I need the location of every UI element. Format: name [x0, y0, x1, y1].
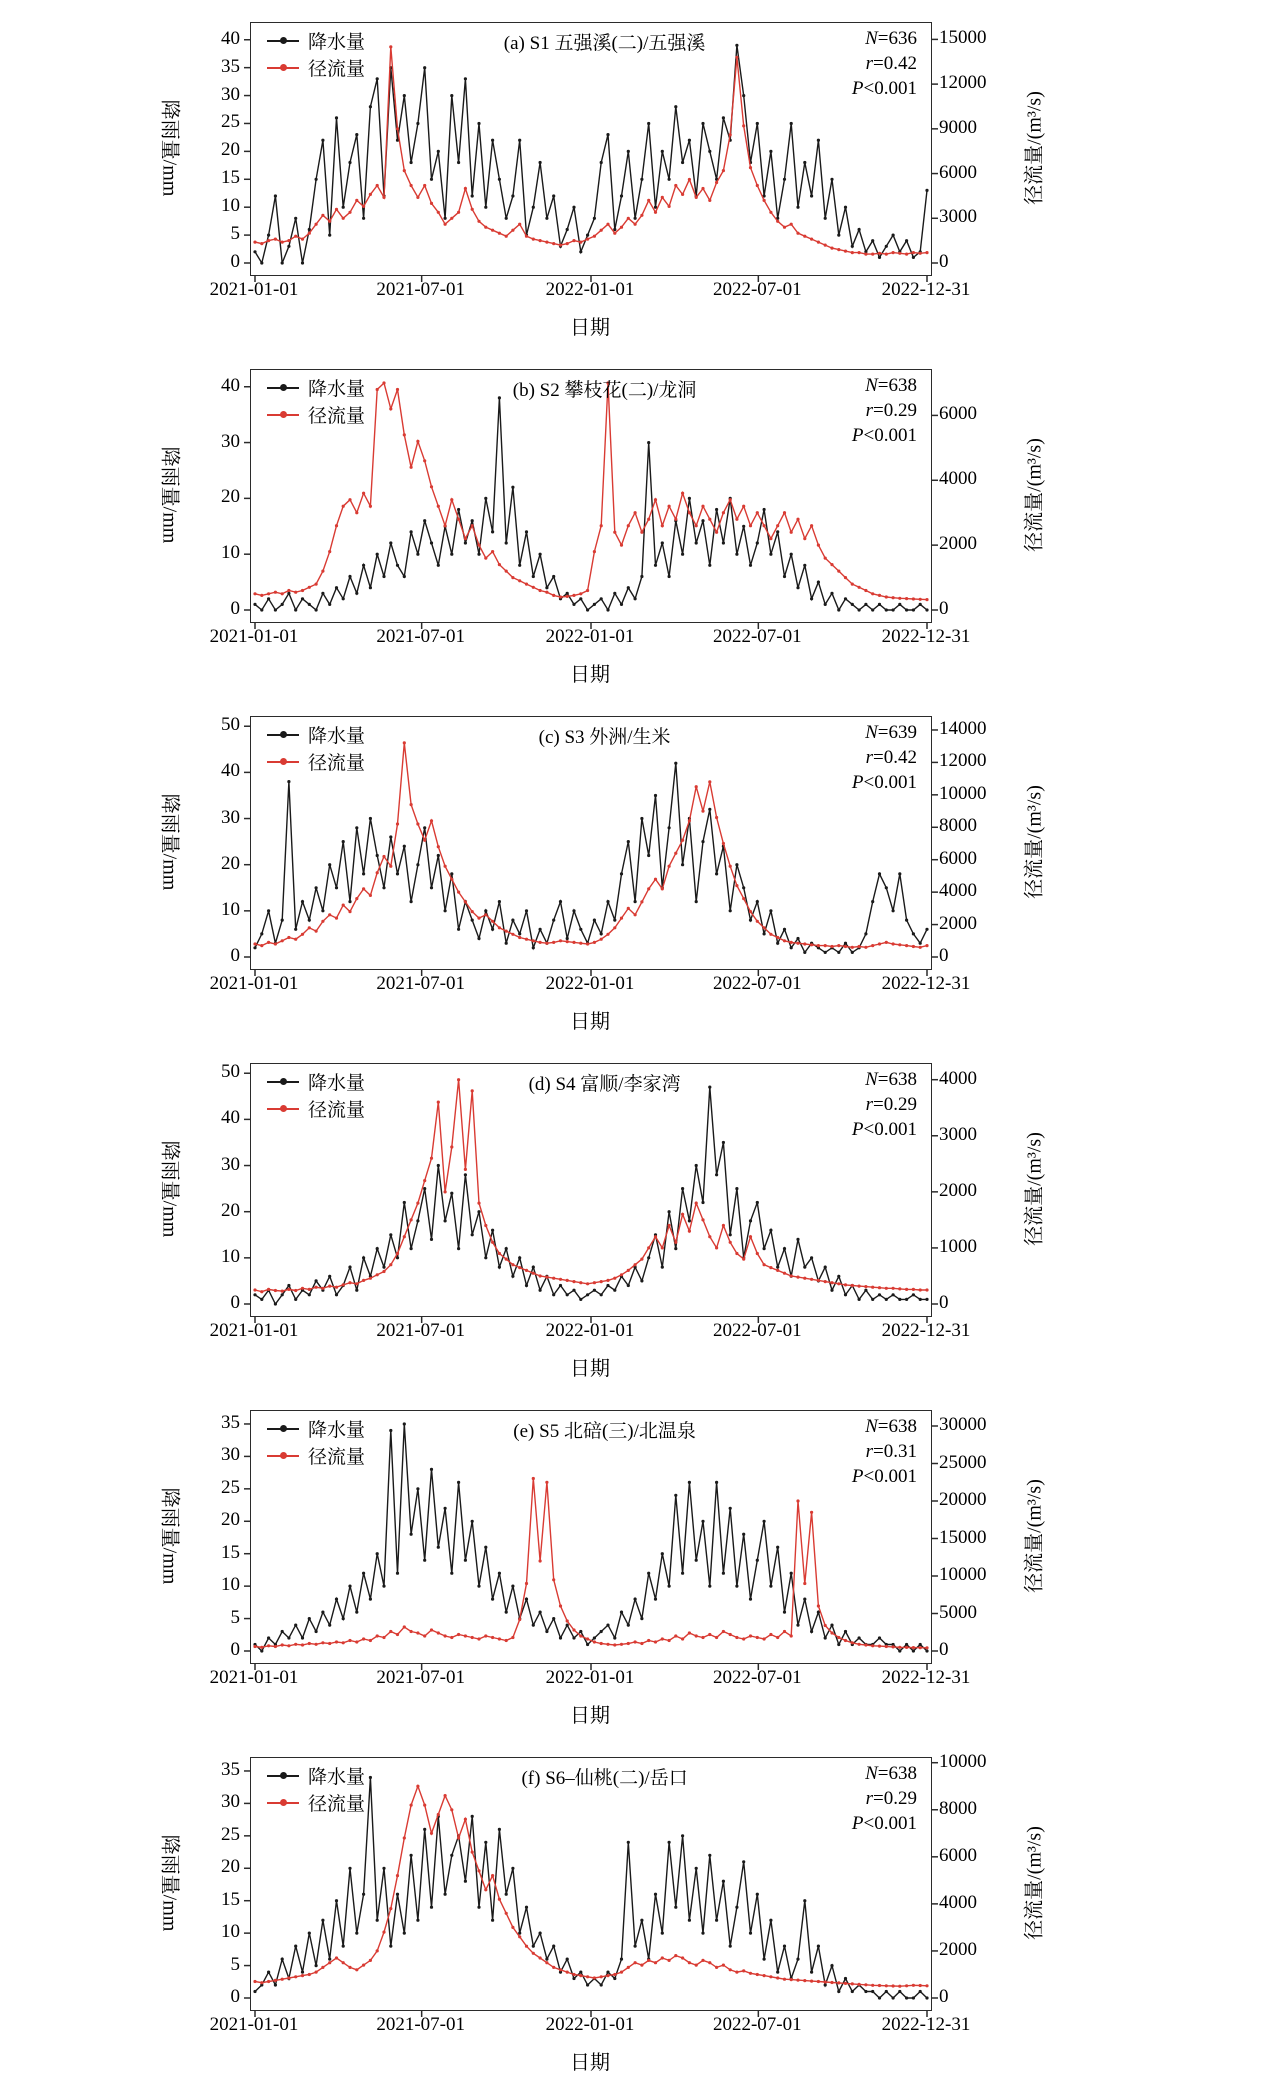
right-y-tick-label: 8000: [939, 1797, 977, 1819]
x-axis-title: 日期: [570, 1358, 610, 1380]
stat-p: [852, 1811, 917, 1836]
stat-n: [852, 1761, 917, 1786]
legend-item-runoff: [267, 748, 365, 775]
left-y-tick-label: 0: [230, 945, 240, 966]
x-axis-title: 日期: [570, 317, 610, 339]
x-tick-label: 2022-07-01: [712, 1667, 802, 1688]
stat-p-symbol: P: [851, 1119, 864, 1141]
stat-n-symbol: N: [865, 1763, 878, 1784]
precip-legend-label: 降水量: [308, 1767, 366, 1788]
panel-title: (c) S3 外洲/生米: [538, 727, 671, 748]
stat-r-value: =0.29: [873, 1788, 917, 1810]
right-axis-title: 径流量/(m³/s): [1023, 1479, 1046, 1593]
left-y-tick-label: 15: [221, 167, 240, 189]
legend: [267, 1068, 365, 1122]
right-y-tick-label: 5000: [939, 1601, 977, 1623]
right-y-tick-label: 4000: [939, 1067, 977, 1089]
x-tick-label: 2022-01-01: [545, 279, 635, 300]
precip-legend-label: 降水量: [308, 1420, 366, 1441]
legend-item-runoff: [267, 1095, 365, 1122]
x-tick-label: 2022-12-31: [881, 626, 971, 647]
left-y-tick-label: 30: [221, 83, 240, 105]
stat-p-value: <0.001: [863, 1466, 917, 1488]
legend: [267, 1415, 365, 1469]
stat-n-value: =638: [877, 1763, 917, 1784]
right-y-tick-label: 14000: [939, 717, 987, 739]
left-y-tick-label: 10: [221, 898, 240, 920]
x-tick-label: 2021-01-01: [209, 1320, 299, 1341]
legend: [267, 1762, 365, 1816]
plot-area: [250, 1063, 932, 1317]
runoff-legend-label: 径流量: [308, 1794, 366, 1815]
left-y-tick-label: 20: [221, 852, 240, 874]
stat-p: [852, 423, 917, 448]
right-y-tick-label: 4000: [939, 880, 977, 902]
runoff-legend-marker: [267, 414, 299, 416]
stat-p-value: <0.001: [863, 425, 917, 447]
precip-legend-marker: [267, 40, 299, 42]
right-y-tick-label: 15000: [939, 27, 987, 49]
left-y-tick-label: 0: [230, 1986, 240, 2007]
x-tick-label: 2022-12-31: [881, 279, 971, 300]
stat-n: [852, 1414, 917, 1439]
x-tick-label: 2022-12-31: [881, 1320, 971, 1341]
panel-title: (d) S4 富顺/李家湾: [528, 1074, 681, 1095]
left-y-tick-label: 30: [221, 806, 240, 828]
stats-block: [852, 26, 917, 101]
stat-r-value: =0.42: [873, 53, 917, 75]
right-y-tick-label: 0: [939, 945, 949, 966]
panel-title: (a) S1 五强溪(二)/五强溪: [503, 33, 706, 54]
left-y-tick-label: 5: [230, 1953, 240, 1975]
stat-r-value: =0.29: [873, 1094, 917, 1116]
panel-a: [0, 8, 1270, 355]
right-y-tick-label: 0: [939, 1986, 949, 2007]
stat-n-symbol: N: [865, 1069, 878, 1090]
precip-legend-marker: [267, 387, 299, 389]
stat-n-value: =638: [877, 1416, 917, 1437]
right-y-tick-label: 1000: [939, 1235, 977, 1257]
legend-item-precip: [267, 374, 365, 401]
runoff-legend-marker: [267, 1455, 299, 1457]
stat-r: [852, 51, 917, 76]
left-y-tick-label: 40: [221, 27, 240, 49]
x-tick-label: 2022-12-31: [881, 973, 971, 994]
precip-legend-marker: [267, 1775, 299, 1777]
x-tick-label: 2022-01-01: [545, 973, 635, 994]
right-y-tick-label: 6000: [939, 847, 977, 869]
stat-n-value: =638: [877, 1069, 917, 1090]
panel-e: [0, 1396, 1270, 1743]
stat-n: [852, 1067, 917, 1092]
x-tick-label: 2021-07-01: [376, 1667, 465, 1688]
right-y-tick-label: 20000: [939, 1489, 987, 1510]
x-tick-label: 2022-12-31: [881, 2014, 971, 2035]
legend-item-runoff: [267, 54, 365, 81]
right-y-tick-label: 0: [939, 598, 949, 619]
left-y-tick-label: 40: [221, 374, 240, 396]
legend: [267, 374, 365, 428]
panel-title: (f) S6–仙桃(二)/岳口: [521, 1768, 688, 1789]
legend-item-precip: [267, 1068, 365, 1095]
legend-item-precip: [267, 27, 365, 54]
legend: [267, 27, 365, 81]
x-axis-title: 日期: [570, 1011, 610, 1033]
stat-p: [852, 1117, 917, 1142]
left-y-tick-label: 0: [230, 598, 240, 619]
stat-p-symbol: P: [851, 1813, 864, 1835]
stat-n-value: =639: [877, 722, 917, 743]
stat-n-symbol: N: [865, 1416, 878, 1437]
stat-n-value: =636: [877, 28, 917, 49]
precip-legend-marker: [267, 1428, 299, 1430]
stat-r-symbol: r: [865, 747, 874, 769]
left-y-tick-label: 40: [221, 1107, 240, 1129]
left-axis-title: 降雨量/mm: [158, 793, 181, 891]
left-axis-title: 降雨量/mm: [158, 446, 181, 544]
precip-legend-label: 降水量: [308, 726, 366, 747]
right-y-tick-label: 3000: [939, 1123, 977, 1145]
legend-item-runoff: [267, 1442, 365, 1469]
right-y-tick-label: 15000: [939, 1526, 987, 1548]
left-y-tick-label: 30: [221, 1444, 240, 1466]
stat-r-value: =0.31: [873, 1441, 917, 1463]
right-y-tick-label: 2000: [939, 912, 977, 934]
right-y-tick-label: 0: [939, 1292, 949, 1313]
left-y-tick-label: 20: [221, 1856, 240, 1878]
stat-p-value: <0.001: [863, 1119, 917, 1141]
stat-n: [852, 26, 917, 51]
x-tick-label: 2021-07-01: [376, 626, 465, 647]
left-y-tick-label: 20: [221, 486, 240, 508]
runoff-legend-marker: [267, 67, 299, 69]
right-axis-title: 径流量/(m³/s): [1023, 1826, 1046, 1940]
x-tick-label: 2022-07-01: [712, 626, 802, 647]
stat-n-symbol: N: [865, 375, 878, 396]
legend: [267, 721, 365, 775]
left-y-tick-label: 0: [230, 1639, 240, 1660]
x-tick-label: 2022-01-01: [545, 1667, 635, 1688]
left-y-tick-label: 5: [230, 1606, 240, 1628]
stat-p-symbol: P: [851, 425, 864, 447]
plot-area: [250, 369, 932, 623]
legend-item-runoff: [267, 1789, 365, 1816]
left-y-tick-label: 10: [221, 1245, 240, 1267]
right-axis-title: 径流量/(m³/s): [1023, 438, 1046, 552]
left-y-tick-label: 15: [221, 1888, 240, 1910]
runoff-legend-marker: [267, 1108, 299, 1110]
x-tick-label: 2021-01-01: [209, 2014, 299, 2035]
stat-n: [852, 373, 917, 398]
left-y-tick-label: 10: [221, 542, 240, 564]
stat-n-value: =638: [877, 375, 917, 396]
x-tick-label: 2021-07-01: [376, 279, 465, 300]
runoff-legend-marker: [267, 761, 299, 763]
legend-item-precip: [267, 1762, 365, 1789]
precip-legend-label: 降水量: [308, 32, 366, 53]
plot-area: [250, 1410, 932, 1664]
right-y-tick-label: 8000: [939, 815, 977, 837]
stats-block: [852, 1761, 917, 1836]
x-tick-label: 2022-07-01: [712, 279, 802, 300]
x-tick-label: 2022-07-01: [712, 973, 802, 994]
right-y-tick-label: 6000: [939, 403, 977, 425]
right-y-tick-label: 2000: [939, 1179, 977, 1201]
runoff-legend-label: 径流量: [308, 1447, 366, 1468]
stat-r-symbol: r: [865, 53, 874, 75]
left-y-tick-label: 25: [221, 111, 240, 133]
right-y-tick-label: 0: [939, 1639, 949, 1660]
runoff-legend-label: 径流量: [308, 753, 366, 774]
x-axis-title: 日期: [570, 2052, 610, 2074]
stat-p: [852, 76, 917, 101]
left-y-tick-label: 20: [221, 1509, 240, 1531]
right-y-tick-label: 6000: [939, 161, 977, 183]
stat-r-symbol: r: [865, 400, 874, 422]
left-y-tick-label: 5: [230, 223, 240, 245]
right-y-tick-label: 2000: [939, 533, 977, 555]
stat-n-symbol: N: [865, 28, 878, 49]
x-tick-label: 2022-01-01: [545, 2014, 635, 2035]
x-tick-label: 2022-01-01: [545, 626, 635, 647]
stat-r: [852, 398, 917, 423]
stat-r: [852, 745, 917, 770]
x-tick-label: 2021-01-01: [209, 279, 299, 300]
x-tick-label: 2021-01-01: [209, 973, 299, 994]
stat-r: [852, 1786, 917, 1811]
right-y-tick-label: 10000: [939, 1564, 987, 1585]
precip-legend-marker: [267, 1081, 299, 1083]
stat-p-value: <0.001: [863, 78, 917, 100]
plot-area: [250, 1757, 932, 2011]
left-y-tick-label: 50: [221, 1061, 240, 1083]
stats-block: [852, 720, 917, 795]
left-y-tick-label: 25: [221, 1476, 240, 1498]
plot-area: [250, 22, 932, 276]
left-axis-title: 降雨量/mm: [158, 1140, 181, 1238]
right-y-tick-label: 4000: [939, 468, 977, 490]
stat-p-value: <0.001: [863, 1813, 917, 1835]
left-y-tick-label: 30: [221, 430, 240, 452]
stat-p-symbol: P: [851, 1466, 864, 1488]
stat-r: [852, 1092, 917, 1117]
runoff-legend-label: 径流量: [308, 1100, 366, 1121]
left-y-tick-label: 15: [221, 1541, 240, 1563]
x-tick-label: 2021-07-01: [376, 2014, 465, 2035]
left-axis-title: 降雨量/mm: [158, 1487, 181, 1585]
stat-n: [852, 720, 917, 745]
stat-r: [852, 1439, 917, 1464]
runoff-legend-marker: [267, 1802, 299, 1804]
right-y-tick-label: 25000: [939, 1451, 987, 1473]
panel-d: [0, 1049, 1270, 1396]
right-y-tick-label: 6000: [939, 1844, 977, 1866]
stats-block: [852, 373, 917, 448]
right-axis-title: 径流量/(m³/s): [1023, 785, 1046, 899]
left-y-tick-label: 30: [221, 1153, 240, 1175]
left-y-tick-label: 20: [221, 1199, 240, 1221]
x-tick-label: 2022-01-01: [545, 1320, 635, 1341]
stat-r-symbol: r: [865, 1788, 874, 1810]
left-y-tick-label: 10: [221, 1574, 240, 1596]
left-y-tick-label: 10: [221, 1921, 240, 1943]
panel-c: [0, 702, 1270, 1049]
left-y-tick-label: 10: [221, 195, 240, 217]
left-y-tick-label: 30: [221, 1791, 240, 1813]
left-y-tick-label: 35: [221, 55, 240, 77]
x-tick-label: 2021-07-01: [376, 973, 465, 994]
stat-r-value: =0.42: [873, 747, 917, 769]
stat-r-value: =0.29: [873, 400, 917, 422]
right-axis-title: 径流量/(m³/s): [1023, 91, 1046, 205]
left-y-tick-label: 50: [221, 714, 240, 736]
right-y-tick-label: 12000: [939, 72, 987, 94]
right-y-tick-label: 2000: [939, 1938, 977, 1960]
right-y-tick-label: 12000: [939, 750, 987, 772]
x-axis-title: 日期: [570, 664, 610, 686]
left-y-tick-label: 0: [230, 1292, 240, 1313]
right-y-tick-label: 30000: [939, 1414, 987, 1435]
x-tick-label: 2022-12-31: [881, 1667, 971, 1688]
stat-p-symbol: P: [851, 78, 864, 100]
runoff-legend-label: 径流量: [308, 59, 366, 80]
right-y-tick-label: 3000: [939, 206, 977, 228]
legend-item-precip: [267, 721, 365, 748]
stats-block: [852, 1067, 917, 1142]
x-tick-label: 2022-07-01: [712, 1320, 802, 1341]
legend-item-runoff: [267, 401, 365, 428]
x-tick-label: 2022-07-01: [712, 2014, 802, 2035]
right-y-tick-label: 4000: [939, 1891, 977, 1913]
right-y-tick-label: 9000: [939, 116, 977, 138]
right-y-tick-label: 0: [939, 251, 949, 272]
left-y-tick-label: 35: [221, 1758, 240, 1780]
precip-legend-label: 降水量: [308, 1073, 366, 1094]
x-axis-title: 日期: [570, 1705, 610, 1727]
stat-n-symbol: N: [865, 722, 878, 743]
stat-p: [852, 1464, 917, 1489]
left-y-tick-label: 0: [230, 251, 240, 272]
stat-r-symbol: r: [865, 1094, 874, 1116]
panel-f: [0, 1743, 1270, 2080]
plot-area: [250, 716, 932, 970]
stat-r-symbol: r: [865, 1441, 874, 1463]
panel-title: (e) S5 北碚(三)/北温泉: [513, 1421, 696, 1442]
left-y-tick-label: 35: [221, 1411, 240, 1433]
legend-item-precip: [267, 1415, 365, 1442]
right-y-tick-label: 10000: [939, 782, 987, 804]
stats-block: [852, 1414, 917, 1489]
x-tick-label: 2021-07-01: [376, 1320, 465, 1341]
left-axis-title: 降雨量/mm: [158, 99, 181, 197]
stat-p-value: <0.001: [863, 772, 917, 794]
stat-p: [852, 770, 917, 795]
right-axis-title: 径流量/(m³/s): [1023, 1132, 1046, 1246]
panel-b: [0, 355, 1270, 702]
left-y-tick-label: 25: [221, 1823, 240, 1845]
precip-legend-label: 降水量: [308, 379, 366, 400]
precip-legend-marker: [267, 734, 299, 736]
stat-p-symbol: P: [851, 772, 864, 794]
left-axis-title: 降雨量/mm: [158, 1834, 181, 1932]
x-tick-label: 2021-01-01: [209, 626, 299, 647]
right-y-tick-label: 10000: [939, 1750, 987, 1772]
runoff-legend-label: 径流量: [308, 406, 366, 427]
left-y-tick-label: 40: [221, 760, 240, 782]
left-y-tick-label: 20: [221, 139, 240, 161]
x-tick-label: 2021-01-01: [209, 1667, 299, 1688]
panel-title: (b) S2 攀枝花(二)/龙洞: [512, 380, 697, 401]
